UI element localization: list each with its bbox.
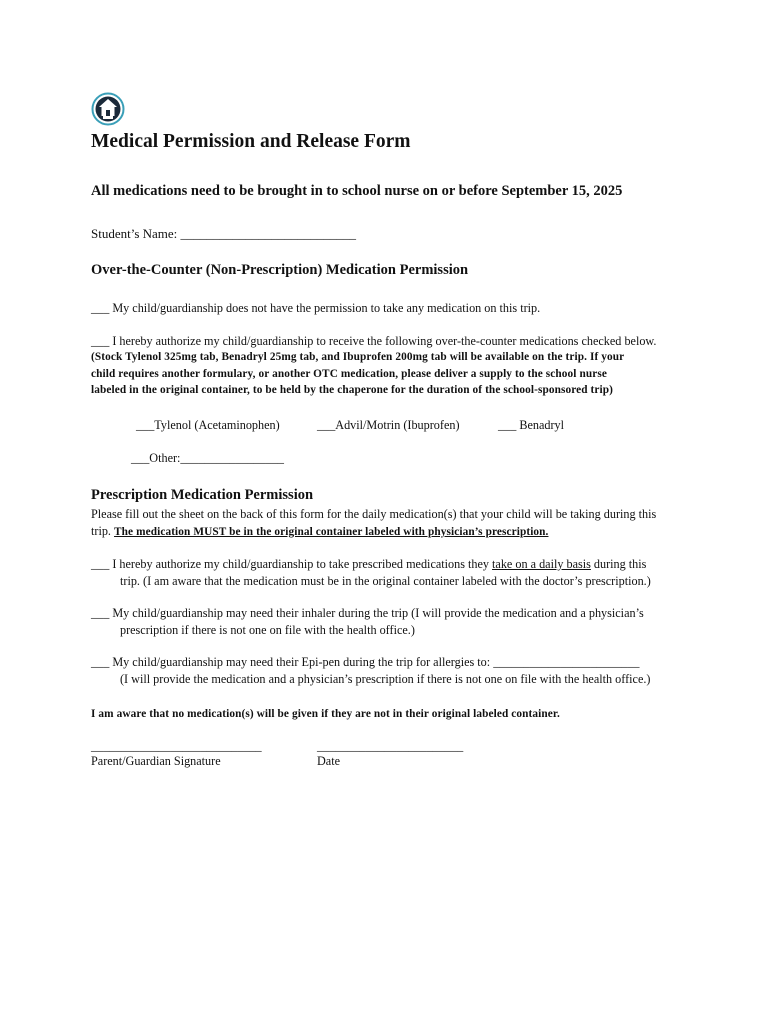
rx-intro-line	[91, 523, 548, 541]
med-option-advil[interactable]: ___Advil/Motrin (Ibuprofen)	[317, 418, 460, 432]
otc-option-authorize[interactable]: ___ I hereby authorize my child/guardianship to receive the following over-the-counter medications checked below.	[91, 334, 657, 348]
rx-heading: Prescription Medication Permission	[91, 487, 314, 503]
rx-option-daily[interactable]	[91, 556, 646, 573]
rx-intro-prefix: trip.	[91, 524, 115, 538]
awareness-statement: I am aware that no medication(s) will be given if they are not in their original labeled container.	[91, 708, 560, 720]
signature-field[interactable]: ____________________________	[91, 739, 262, 753]
med-option-benadryl[interactable]: ___ Benadryl	[498, 418, 565, 432]
form-title: Medical Permission and Release Form	[91, 131, 411, 152]
rx-daily-line2: trip. (I am aware that the medication must be in the original container labeled with the doctor’s prescription.)	[120, 574, 651, 588]
rx-option-epipen[interactable]: ___ My child/guardianship may need their Epi-pen during the trip for allergies to: ________________________	[91, 655, 640, 669]
otc-stock-note-line: (Stock Tylenol 325mg tab, Benadryl 25mg tab, and Ibuprofen 200mg tab will be available on the trip. If your	[91, 351, 625, 363]
school-logo	[91, 92, 125, 126]
student-name-field[interactable]: Student’s Name: ___________________________	[91, 226, 357, 241]
rx-container-requirement: The medication MUST be in the original container labeled with physician’s prescription.	[114, 526, 549, 538]
med-option-other[interactable]: ___Other:_________________	[131, 451, 285, 465]
otc-stock-note-line: child requires another formulary, or another OTC medication, please deliver a supply to the school nurse	[91, 368, 607, 380]
date-field[interactable]: ________________________	[317, 739, 464, 753]
otc-option-no-permission[interactable]: ___ My child/guardianship does not have the permission to take any medication on this trip.	[91, 301, 541, 315]
rx-daily-prefix: ___ I hereby authorize my child/guardianship to take prescribed medications they	[91, 557, 493, 571]
rx-epipen-line2: (I will provide the medication and a physician’s prescription if there is not one on file with the health office.)	[120, 672, 651, 686]
date-label: Date	[317, 754, 341, 768]
rx-daily-underlined: take on a daily basis	[492, 557, 591, 571]
signature-label: Parent/Guardian Signature	[91, 754, 221, 768]
deadline-notice: All medications need to be brought in to school nurse on or before September 15, 2025	[91, 183, 623, 199]
rx-inhaler-line2: prescription if there is not one on file with the health office.)	[120, 623, 415, 637]
med-option-tylenol[interactable]: ___Tylenol (Acetaminophen)	[136, 418, 280, 432]
rx-daily-suffix: during this	[590, 557, 647, 571]
otc-heading: Over-the-Counter (Non-Prescription) Medication Permission	[91, 262, 469, 278]
house-logo-icon	[91, 92, 125, 126]
rx-intro-line: Please fill out the sheet on the back of this form for the daily medication(s) that your child will be taking during this	[91, 507, 657, 521]
rx-option-inhaler[interactable]: ___ My child/guardianship may need their inhaler during the trip (I will provide the medication and a physician’s	[91, 606, 644, 620]
otc-stock-note-line: labeled in the original container, to be held by the chaperone for the duration of the school-sponsored trip)	[91, 384, 613, 396]
